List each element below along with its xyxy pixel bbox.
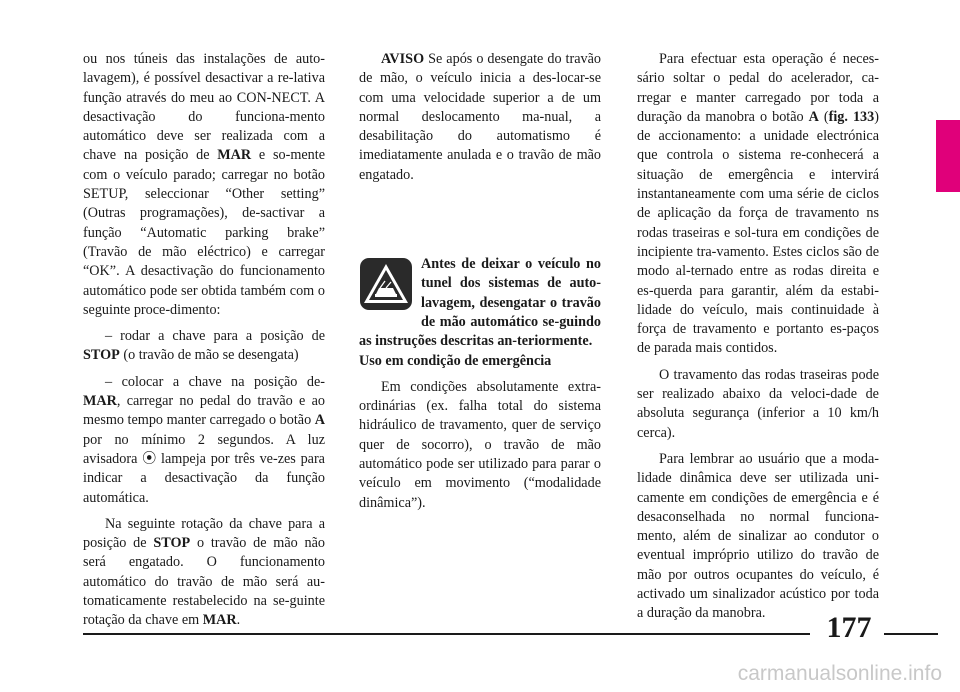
paragraph: Para lembrar ao usuário que a moda-lidade dinâmica deve ser utilizada uni-camente em condições de emergência e é desaconselhada no normal funciona-mento, além de sinalizar ao condutor o eventual impróprio utilizo do travão de mão por outros ocupantes do veículo, é activado um sinalizador acústico por toda a duração da manobra. xyxy=(637,450,879,622)
paragraph: – colocar a chave na posição de-MAR, carregar no pedal do travão e ao mesmo tempo manter carregado o botão A por no mínimo 2 segundos. A luz avisadora ⦿ lampeja por três ve-zes para indicar a desactivação da função automática. xyxy=(83,373,325,506)
watermark: carmanualsonline.info xyxy=(737,662,942,685)
page-number: 177 xyxy=(826,611,872,644)
paragraph: Na seguinte rotação da chave para a posição de STOP o travão de mão não será engatado. O funcionamento automático do travão de mão será au-tomaticamente restabelecido na se-guinte rotação da chave em MAR. xyxy=(83,515,326,629)
column-2 xyxy=(359,50,601,520)
paragraph: ou nos túneis das instalações de auto-lavagem), é possível desactivar a re-lativa função através do meu ao CON-NECT. A desactivação do funciona-mento automático deve ser realizada com a chave na posição de MAR e so-mente com o veículo parado; carregar no botão SETUP, seleccionar “Other setting” (Outras programações), de-sactivar a função “Automatic parking brake” (Travão de mão eléctrico) e carregar “OK”. A desactivação do funcionamento automático pode ser obtida também com o seguinte proce-dimento: xyxy=(83,51,325,318)
paragraph: – rodar a chave para a posição de STOP (o travão de mão se desengata) xyxy=(83,328,325,364)
warning-block xyxy=(359,255,601,351)
column-1 xyxy=(83,50,325,638)
paragraph: Para efectuar esta operação é neces-sário soltar o pedal do acelerador, ca-rregar e manter carregado por toda a duração da manobra o botão A (fig. 133) de accionamento: a unidade electrónica que controla o sistema re-conhecerá a situação de emergência e intervirá instantaneamente com uma série de ciclos de aplicação da força de travamento ns rodas traseiras e sol-tura em condições de incipiente tra-vamento. Estes ciclos são de modo al-ternado entre as rodas direita e es-querda para garantir, além da estabi-lidade do veículo, mais continuidade à força de travamento e portanto es-paços de parada mais contidos. xyxy=(637,51,879,357)
warning-text: Antes de deixar o veículo no tunel dos sistemas de auto-lavagem, desengatar o travão de mão automático se-guindo as instruções descritas an-teriormente. xyxy=(359,256,601,350)
section-tab-marker xyxy=(936,120,960,192)
notice-paragraph: AVISO Se após o desengate do travão de mão, o veículo inicia a des-locar-se com uma velocidade superior a de um normal deslocamento ma-nual, a desabilitação do automatismo é imediatamente anulada e o travão de mão engatado. xyxy=(359,51,601,183)
figure-reference: fig. 133 xyxy=(828,108,875,125)
paragraph: Em condições absolutamente extra-ordinárias (ex. falha total do sistema hidráulico de travamento, quer de serviço quer de socorro), o travão de mão automático pode ser utilizado para parar o veículo em movimento (“modalidade dinâmica”). xyxy=(359,378,601,511)
warning-triangle-icon xyxy=(359,257,413,311)
footer-rule-left xyxy=(83,633,810,635)
section-title: Uso em condição de emergência xyxy=(359,352,552,369)
column-3 xyxy=(637,50,879,631)
footer-rule-right xyxy=(884,633,938,635)
notice-label: AVISO xyxy=(381,51,425,67)
paragraph: O travamento das rodas traseiras pode ser realizado abaixo da veloci-dade de absoluta segurança (inferior a 10 km/h cerca). xyxy=(637,366,879,441)
parking-brake-warning-icon: ⦿ xyxy=(142,450,157,467)
